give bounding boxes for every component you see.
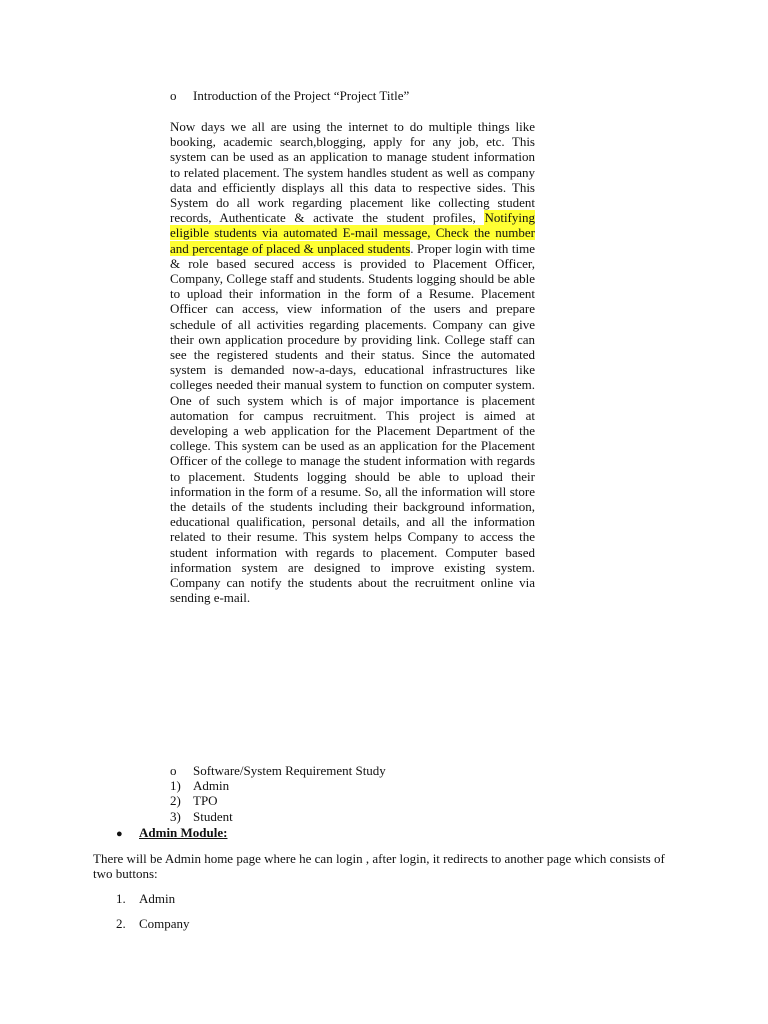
disc-bullet-icon: ● <box>116 828 123 840</box>
list-item-number: 2. <box>116 916 126 931</box>
intro-heading: Introduction of the Project “Project Title” <box>193 88 410 103</box>
list-item-label: Admin <box>193 778 230 793</box>
list-item-label: TPO <box>193 793 218 809</box>
intro-paragraph-text-1: Now days we all are using the internet to do multiple things like booking, academic search,blogging, apply for any job, etc. This system can be used as an application to manage student information to related placement. The system handles student as well as company data and efficiently displays all this data to respective sides. This System do all work regarding placement like collecting student records, Authenticate & activate the student profiles, <box>170 119 535 226</box>
list-item <box>116 916 190 941</box>
admin-module-heading-row <box>116 825 227 842</box>
admin-module-description: There will be Admin home page where he can login , after login, it redirects to another page which consists of two buttons: <box>93 851 665 882</box>
srs-heading: Software/System Requirement Study <box>193 763 386 778</box>
intro-heading-row <box>170 88 409 103</box>
list-item-label: Company <box>139 916 190 931</box>
list-item-number: 1) <box>170 778 181 793</box>
circle-bullet-icon: o <box>170 763 177 778</box>
list-item <box>170 793 233 808</box>
list-item-number: 3) <box>170 808 181 824</box>
list-item <box>170 809 233 824</box>
list-item <box>170 778 233 793</box>
list-item-number: 1. <box>116 891 126 906</box>
list-item-number: 2) <box>170 793 181 809</box>
intro-paragraph <box>170 119 535 606</box>
admin-buttons-list <box>116 891 190 941</box>
srs-list <box>170 778 233 824</box>
intro-paragraph-highlight: Notifying eligible students via automated E-mail message, Check the number and percentage of placed & unplaced students <box>170 210 535 256</box>
admin-module-heading: Admin Module: <box>139 825 228 840</box>
list-item-label: Student <box>193 808 233 824</box>
list-item <box>116 891 190 916</box>
intro-paragraph-text-2: . Proper login with time & role based secured access is provided to Placement Officer, Company, College staff and students. Students logging should be able to upload their information in the form of a Resume. Placement Officer can access, view information of the users and prepare schedule of all activities regarding placements. Company can give their own application procedure by providing link. College staff can see the registered students and their status. Since the automated system is demanded now-a-days, educational infrastructures like colleges needed their manual system to function on computer system. One of such system which is of major importance is placement automation for campus recruitment. This project is aimed at developing a web application for the Placement Department of the college. This system can be used as an application for the Placement Officer of the college to manage the student information with regards to placement. Students logging should be able to upload their information in the form of a resume. So, all the information will store the details of the students including their background information, educational qualification, personal details, and all the information related to their resume. This system helps Company to access the student information with regards to placement. Computer based information system are designed to improve existing system. Company can notify the students about the recruitment online via sending e-mail. <box>170 240 535 606</box>
circle-bullet-icon: o <box>170 88 177 103</box>
srs-heading-row <box>170 763 386 778</box>
list-item-label: Admin <box>139 891 176 906</box>
